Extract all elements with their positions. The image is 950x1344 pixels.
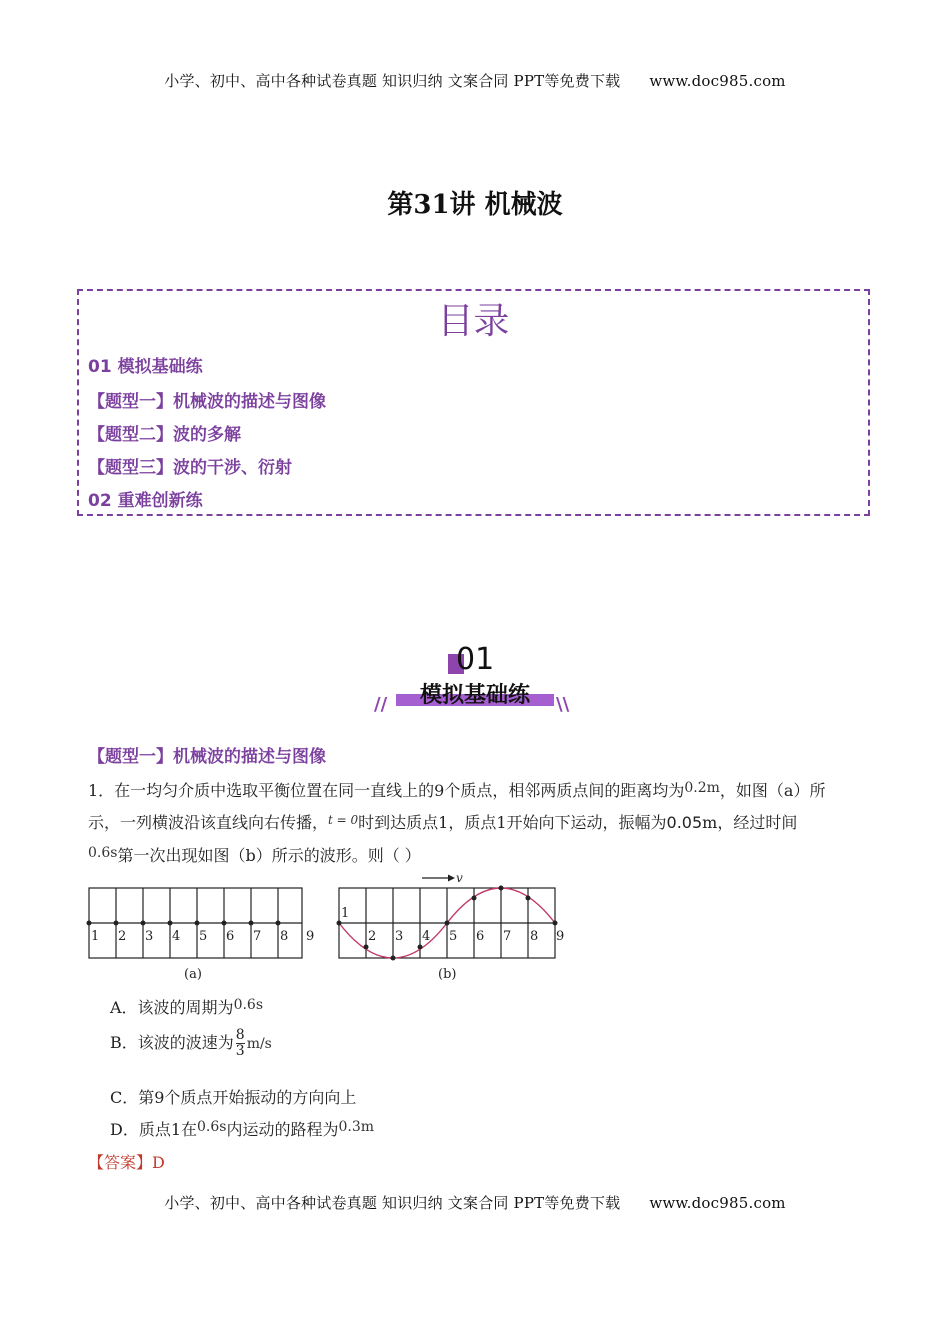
question-text: ，如图（a）所	[719, 781, 826, 800]
math-value: 0.6s	[233, 997, 264, 1013]
slash-decoration-left: //	[374, 694, 388, 715]
wave-figure	[86, 870, 576, 982]
point-label: 7	[503, 929, 512, 944]
page-title: 第31讲 机械波	[387, 190, 563, 220]
math-value: 0.6s	[88, 845, 118, 861]
math-value: t = 0	[328, 813, 359, 827]
option-b[interactable]	[110, 1028, 272, 1059]
question-line-3	[88, 843, 421, 866]
option-d[interactable]	[110, 1117, 374, 1140]
section-number: 01	[456, 642, 495, 677]
section-label: 模拟基础练	[419, 683, 530, 708]
velocity-label: v	[456, 871, 463, 885]
table-of-contents	[77, 289, 870, 516]
math-value: 0.6s	[197, 1119, 227, 1135]
point-label: 9	[306, 929, 315, 944]
toc-item[interactable]: 【题型一】机械波的描述与图像	[88, 392, 326, 412]
fraction	[236, 1028, 245, 1059]
question-text: 时到达质点1，质点1开始向下运动，振幅为	[358, 813, 667, 832]
math-value: m/s	[246, 1036, 272, 1052]
question-text: 第一次出现如图（b）所示的波形。则（ ）	[117, 846, 421, 865]
option-text: C．第9个质点开始振动的方向向上	[110, 1088, 357, 1107]
point-label: 6	[476, 929, 485, 944]
option-c[interactable]	[110, 1085, 356, 1108]
velocity-arrow	[422, 871, 463, 885]
point-label: 9	[556, 929, 565, 944]
option-text: A．该波的周期为	[110, 998, 234, 1017]
toc-heading: 目录	[437, 301, 510, 342]
answer-value: D	[152, 1153, 165, 1172]
point-label: 1	[341, 906, 350, 921]
point-label: 2	[118, 929, 127, 944]
point-label: 5	[199, 929, 208, 944]
slash-decoration-right: \\	[556, 694, 570, 715]
question-type-heading: 【题型一】机械波的描述与图像	[88, 747, 326, 767]
math-value: 0.05	[666, 813, 703, 832]
fraction-denominator: 3	[235, 1043, 245, 1059]
point-label: 8	[280, 929, 289, 944]
toc-item[interactable]: 【题型二】波的多解	[88, 425, 241, 445]
page-header	[0, 70, 950, 91]
footer-site[interactable]: www.doc985.com	[649, 1194, 786, 1212]
question-line-2	[88, 810, 797, 833]
toc-item[interactable]: 02 重难创新练	[88, 491, 203, 511]
option-text: D．质点1在	[110, 1120, 198, 1139]
question-line-1	[88, 778, 825, 801]
caption-a: (a)	[184, 967, 202, 982]
footer-text: 小学、初中、高中各种试卷真题 知识归纳 文案合同 PPT等免费下载	[164, 1194, 621, 1212]
page-footer	[0, 1192, 950, 1213]
answer-label: 【答案】	[88, 1153, 153, 1172]
option-text: B．该波的波速为	[110, 1033, 234, 1052]
question-text: 1．在一均匀介质中选取平衡位置在同一直线上的9个质点，相邻两质点间的距离均为	[88, 781, 685, 800]
point-label: 3	[145, 929, 154, 944]
caption-b: (b)	[438, 967, 457, 982]
point-label: 3	[395, 929, 404, 944]
point-label: 8	[530, 929, 539, 944]
point-label: 5	[449, 929, 458, 944]
point-label: 6	[226, 929, 235, 944]
option-a[interactable]	[110, 995, 263, 1018]
option-text: 内运动的路程为	[226, 1120, 339, 1139]
header-text: 小学、初中、高中各种试卷真题 知识归纳 文案合同 PPT等免费下载	[164, 72, 621, 90]
math-value: 0.3m	[338, 1119, 375, 1135]
header-site[interactable]: www.doc985.com	[649, 72, 786, 90]
answer	[88, 1150, 165, 1173]
toc-item[interactable]: 【题型三】波的干涉、衍射	[88, 458, 292, 478]
point-label: 2	[368, 929, 377, 944]
point-label: 7	[253, 929, 262, 944]
toc-item[interactable]: 01 模拟基础练	[88, 357, 203, 377]
point-label: 4	[422, 929, 431, 944]
math-value: 0.2m	[684, 780, 720, 796]
point-label: 4	[172, 929, 181, 944]
point-label: 1	[91, 929, 100, 944]
fraction-numerator: 8	[235, 1027, 245, 1043]
question-text: 示，一列横波沿该直线向右传播，	[88, 813, 329, 832]
section-banner	[370, 640, 580, 720]
question-text: m，经过时间	[702, 813, 798, 832]
